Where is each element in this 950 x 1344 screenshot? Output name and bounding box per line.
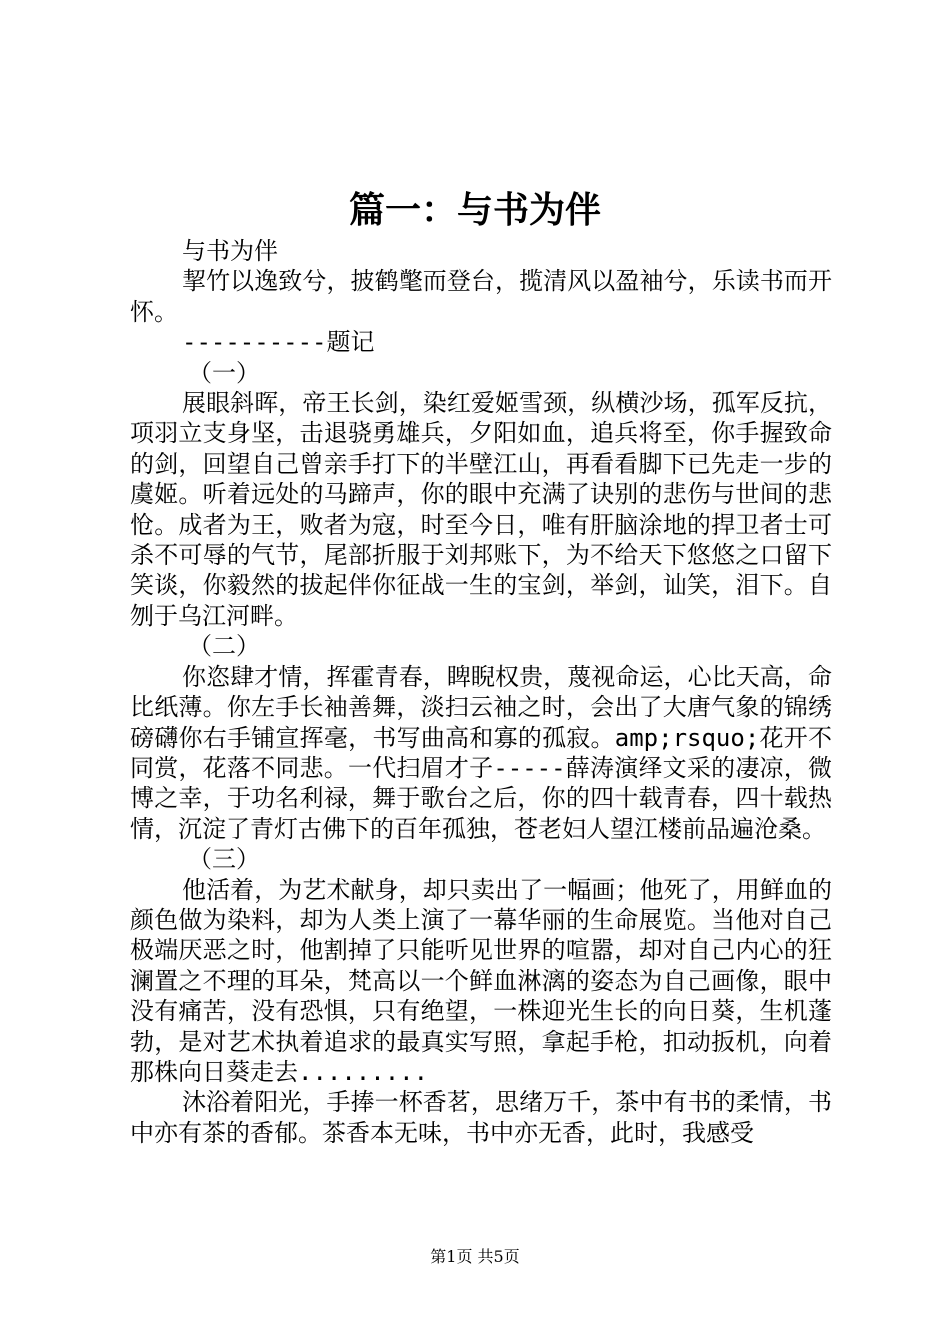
document-body	[130, 236, 832, 1148]
paragraph: 沐浴着阳光，手捧一杯香茗，思绪万千，茶中有书的柔情，书中亦有茶的香郁。茶香本无味，书中亦无香，此时，我感受	[130, 1088, 832, 1147]
section-heading: （一）	[188, 358, 260, 387]
paragraph: 你恣肆才情，挥霍青春，睥睨权贵，蔑视命运，心比天高，命比纸薄。你左手长袖善舞，淡扫云袖之时，会出了大唐气象的锦绣磅礴你右手铺宣挥毫，书写曲高和寡的孤寂。amp;rsquo;花开不同赏，花落不同悲。一代扫眉才子-----薛涛演绎文采的凄凉，微博之幸，于功名利禄，舞于歌台之后，你的四十载青春，四十载热情，沉淀了青灯古佛下的百年孤独，苍老妇人望江楼前品遍沧桑。	[130, 662, 832, 843]
paragraph: 他活着，为艺术献身，却只卖出了一幅画；他死了，用鲜血的颜色做为染料，却为人类上演了一幕华丽的生命展览。当他对自己极端厌恶之时，他割掉了只能听见世界的喧嚣，却对自己内心的狂澜置之不理的耳朵，梵高以一个鲜血淋漓的姿态为自己画像，眼中没有痛苦，没有恐惧，只有绝望，一株迎光生长的向日葵，生机蓬勃，是对艺术执着追求的最真实写照，拿起手枪，扣动扳机，向着那株向日葵走去.........	[130, 875, 832, 1086]
epigraph: 挈竹以逸致兮，披鹤氅而登台，揽清风以盈袖兮，乐读书而开怀。	[130, 267, 832, 326]
subtitle: 与书为伴	[182, 237, 278, 265]
paragraph: 展眼斜晖，帝王长剑，染红爱姬雪颈，纵横沙场，孤军反抗，项羽立支身坚，击退骁勇雄兵，夕阳如血，追兵将至，你手握致命的剑，回望自己曾亲手打下的半壁江山，再看看脚下已先走一步的虞姬。听着远处的马蹄声，你的眼中充满了诀别的悲伤与世间的悲怆。成者为王，败者为寇，时至今日，唯有肝脑涂地的捍卫者士可杀不可辱的气节，尾部折服于刘邦账下，为不给天下悠悠之口留下笑谈，你毅然的拔起伴你征战一生的宝剑，举剑，讪笑，泪下。自刎于乌江河畔。	[130, 389, 832, 630]
section-heading: （二）	[188, 632, 260, 661]
page-title: 篇一：与书为伴	[348, 189, 601, 231]
section-heading: （三）	[188, 845, 260, 874]
page-footer: 第1页 共5页	[430, 1247, 520, 1266]
epigraph-source: ----------题记	[182, 328, 375, 357]
